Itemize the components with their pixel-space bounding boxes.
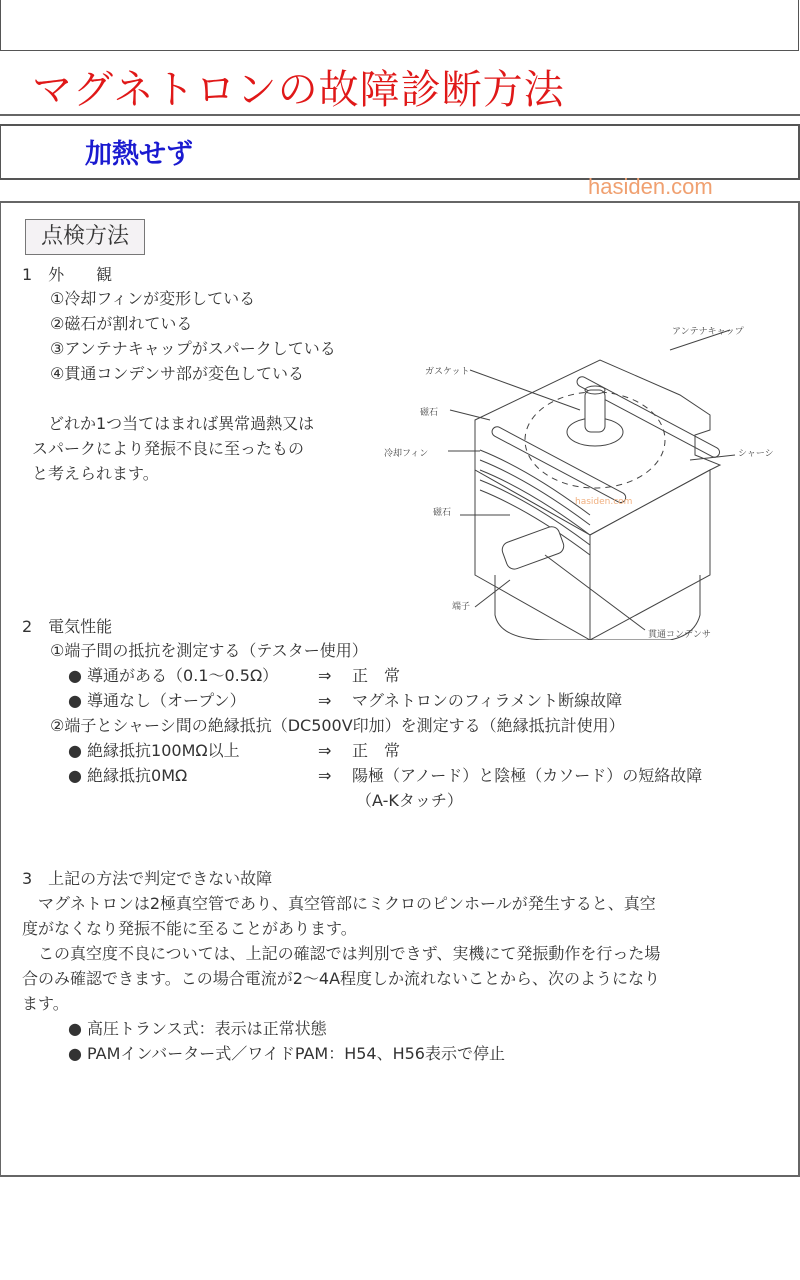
s3-line: マグネトロンは2極真空管であり、真空管部にミクロのピンホールが発生すると、真空 bbox=[22, 894, 656, 913]
s1-item: ①冷却フィンが変形している bbox=[50, 289, 256, 308]
s1-item: ③アンテナキャップがスパークしている bbox=[50, 339, 336, 358]
s2-arrow: ⇒ bbox=[318, 691, 332, 710]
s2-arrow: ⇒ bbox=[318, 741, 332, 760]
section-tag: 点検方法 bbox=[25, 219, 145, 255]
s3-line: この真空度不良については、上記の確認では判別できず、実機にて発振動作を行った場 bbox=[22, 944, 661, 963]
top-empty-frame bbox=[0, 0, 799, 51]
s1-item: ④貫通コンデンサ部が変色している bbox=[50, 364, 305, 383]
s1-para: スパークにより発振不良に至ったもの bbox=[32, 439, 305, 458]
s2-result: 陽極（アノード）と陰極（カソード）の短絡故障 bbox=[352, 766, 703, 785]
s3-heading: 3 上記の方法で判定できない故障 bbox=[22, 869, 273, 888]
s2-sub2: ②端子とシャーシ間の絶縁抵抗（DC500V印加）を測定する（絶縁抵抗計使用） bbox=[50, 716, 625, 735]
label-terminal: 端子 bbox=[452, 602, 471, 612]
s2-heading: 2 電気性能 bbox=[22, 617, 113, 636]
label-chassis: シャーシ bbox=[738, 449, 774, 459]
site-watermark: hasiden.com bbox=[588, 174, 713, 199]
page-title: マグネトロンの故障診断方法 bbox=[32, 67, 565, 113]
s2-result: マグネトロンのフィラメント断線故障 bbox=[352, 691, 623, 710]
s2-sub1: ①端子間の抵抗を測定する（テスター使用） bbox=[50, 641, 368, 660]
subtitle-bar bbox=[0, 124, 800, 180]
s2-cond: ● 導通がある（0.1～0.5Ω） bbox=[68, 666, 279, 685]
s3-line: ます。 bbox=[22, 994, 69, 1013]
s2-cond: ● 絶縁抵抗100MΩ以上 bbox=[68, 741, 240, 760]
page-subtitle: 加熱せず bbox=[85, 139, 193, 170]
s1-para: どれか1つ当てはまれば異常過熱又は bbox=[32, 414, 315, 433]
s2-arrow: ⇒ bbox=[318, 766, 332, 785]
s1-item: ②磁石が割れている bbox=[50, 314, 193, 333]
label-magnet-bottom: 磁石 bbox=[433, 508, 452, 518]
s2-result: 正 常 bbox=[352, 666, 401, 685]
s2-arrow: ⇒ bbox=[318, 666, 332, 685]
s2-cond: ● 導通なし（オープン） bbox=[68, 691, 246, 710]
label-antenna-cap: アンテナキャップ bbox=[672, 327, 744, 337]
s1-para: と考えられます。 bbox=[32, 464, 159, 483]
s2-cond: ● 絶縁抵抗0MΩ bbox=[68, 766, 188, 785]
s3-line: 度がなくなり発振不能に至ることがあります。 bbox=[22, 919, 357, 938]
label-magnet-top: 磁石 bbox=[420, 408, 439, 418]
title-bar bbox=[0, 56, 800, 116]
s1-heading: 1 外 観 bbox=[22, 265, 113, 284]
s2-note: （A-Kタッチ） bbox=[356, 791, 463, 810]
label-gasket: ガスケット bbox=[425, 367, 470, 377]
s3-bullet: ● 高圧トランス式：表示は正常状態 bbox=[68, 1019, 327, 1038]
diagram-watermark: hasiden.com bbox=[575, 497, 633, 507]
label-cooling-fin: 冷却フィン bbox=[384, 449, 429, 459]
s3-bullet: ● PAMインバーター式／ワイドPAM：H54、H56表示で停止 bbox=[68, 1044, 505, 1063]
s3-line: 合のみ確認できます。この場合電流が2～4A程度しか流れないことから、次のようになり bbox=[22, 969, 661, 988]
s2-result: 正 常 bbox=[352, 741, 401, 760]
label-feedthrough-capacitor: 貫通コンデンサ bbox=[648, 630, 711, 640]
